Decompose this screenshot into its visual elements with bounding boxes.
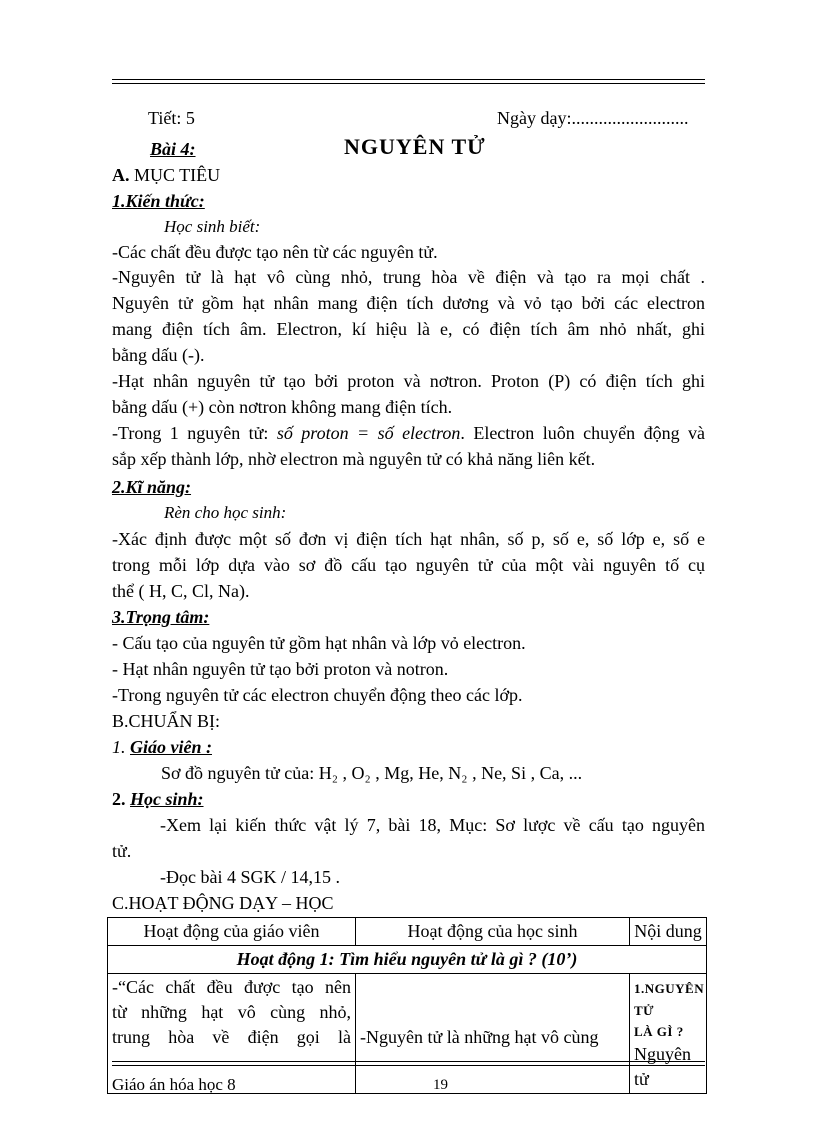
student-prep-item-2: -Đọc bài 4 SGK / 14,15 .: [160, 867, 340, 887]
lesson-label: Bài 4:: [150, 139, 196, 159]
skills-item-line-1: -Xác định được một số đơn vị điện tích hạt nhân, số p, số e, số lớp e, số e: [112, 529, 705, 549]
knowledge-item-3-line-1: -Hạt nhân nguyên tử tạo bởi proton và nơtron. Proton (P) có điện tích ghi: [112, 371, 705, 391]
knowledge-item-2-line-4: bằng dấu (-).: [112, 345, 205, 365]
focus-item-3: -Trong nguyên tử các electron chuyển động theo các lớp.: [112, 685, 523, 705]
focus-heading: 3.Trọng tâm:: [112, 607, 210, 627]
student-prep-heading: 2. Học sinh:: [112, 789, 204, 809]
focus-item-2: - Hạt nhân nguyên tử tạo bởi proton và notron.: [112, 659, 449, 679]
knowledge-item-2-line-3: mang điện tích âm. Electron, kí hiệu là e, có điện tích âm nhỏ nhất, ghi: [112, 319, 705, 339]
footer-double-rule: [112, 1061, 705, 1066]
table-header-row: [108, 918, 707, 946]
content-cell: 1.NGUYÊN TỬ LÀ GÌ ? Nguyên tử: [630, 974, 707, 1094]
knowledge-item-4-line-1: -Trong 1 nguyên tử: số proton = số electron. Electron luôn chuyển động và: [112, 423, 705, 443]
section-b-heading: B.CHUẨN BỊ:: [112, 711, 221, 731]
knowledge-item-2-line-2: Nguyên tử gồm hạt nhân mang điện tích dương và vỏ tạo bởi các electron: [112, 293, 705, 313]
header-double-rule: [112, 79, 705, 84]
section-a-heading: A. MỤC TIÊU: [112, 165, 221, 185]
skills-item-line-3: thể ( H, C, Cl, Na).: [112, 581, 250, 601]
period-label: Tiết: 5: [148, 108, 195, 128]
teacher-prep-text: Sơ đồ nguyên tử của: H₂ , O₂ , Mg, He, N₂ , Ne, Si , Ca, ...: [161, 763, 583, 783]
teaching-date: Ngày dạy:..........................: [497, 108, 689, 128]
col-student-header: Hoạt động của học sinh: [356, 918, 630, 946]
knowledge-item-4-line-2: sắp xếp thành lớp, nhờ electron mà nguyên tử có khả năng liên kết.: [112, 449, 596, 469]
skills-intro: Rèn cho học sinh:: [164, 503, 287, 522]
student-prep-item-1-line-1: -Xem lại kiến thức vật lý 7, bài 18, Mục: Sơ lược về cấu tạo nguyên: [160, 815, 705, 835]
teacher-prep-heading: 1. Giáo viên :: [112, 737, 212, 757]
knowledge-heading: 1.Kiến thức:: [112, 191, 205, 211]
activity-1-title: Hoạt động 1: Tìm hiểu nguyên tử là gì ? (10’): [108, 946, 707, 974]
activity-row: [108, 946, 707, 974]
knowledge-intro: Học sinh biết:: [164, 217, 261, 236]
page-number: 19: [433, 1077, 448, 1093]
knowledge-item-2-line-1: -Nguyên tử là hạt vô cùng nhỏ, trung hòa về điện và tạo ra mọi chất .: [112, 267, 705, 287]
col-teacher-header: Hoạt động của giáo viên: [108, 918, 356, 946]
footer-title: Giáo án hóa học 8: [112, 1075, 236, 1094]
focus-item-1: - Cấu tạo của nguyên tử gồm hạt nhân và lớp vỏ electron.: [112, 633, 526, 653]
knowledge-item-1: -Các chất đều được tạo nên từ các nguyên tử.: [112, 242, 438, 262]
skills-item-line-2: trong mỗi lớp dựa vào sơ đồ cấu tạo nguyên tử của một vài nguyên tố cụ: [112, 555, 705, 575]
activities-table: [107, 917, 707, 1094]
page-title: NGUYÊN TỬ: [344, 134, 486, 159]
teacher-activity-cell: -“Các chất đều được tạo nên từ những hạt vô cùng nhỏ, trung hòa về điện gọi là: [108, 974, 356, 1094]
col-content-header: Nội dung: [630, 918, 707, 946]
student-activity-cell: -Nguyên tử là những hạt vô cùng: [356, 974, 630, 1094]
student-prep-item-1-line-2: tử.: [112, 841, 132, 861]
section-c-heading: C.HOẠT ĐỘNG DẠY – HỌC: [112, 893, 334, 913]
knowledge-item-3-line-2: bằng dấu (+) còn nơtron không mang điện tích.: [112, 397, 453, 417]
skills-heading: 2.Kĩ năng:: [112, 477, 192, 497]
